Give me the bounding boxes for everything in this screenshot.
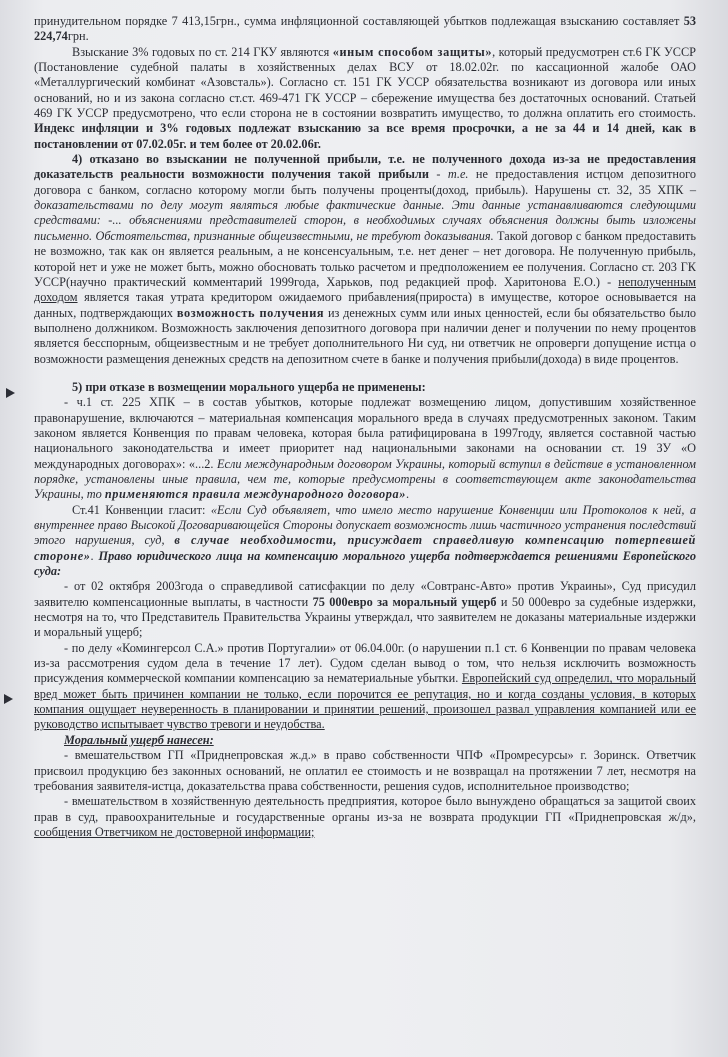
paragraph-sovtrans-avto (34, 579, 696, 640)
text-run: «Если Суд объявляет, что имело место нарушение Конвенции или Протоколов к ней, а внутреннее право Высокой Договаривающейся Стороны допускает возможность лишь частичного устранения последствий этого нарушения, суд, (34, 502, 696, 548)
paragraph-comingersoll (34, 641, 696, 733)
document-body (34, 14, 696, 840)
text-run: Если международным договором Украины, который вступил в действие в установленном порядке, установлены иные правила, чем те, которые предусмотрены в соответствующем акте законодательства Украины, то (34, 456, 696, 502)
text-run: Индекс инфляции и 3% годовых подлежат взысканию за все время просрочки, а не за 44 и 14 дней, как в постановлении от 07.02.05г. и тем более от 20.02.06г. (34, 121, 696, 151)
paragraph-2 (34, 45, 696, 152)
text-run: неполученным доходом (34, 274, 696, 305)
text-run: - по делу «Комингерсол С.А.» против Португалии» от 06.04.00г. (о нарушении п.1 ст. 6 Конвенции по правам человека из-за рассмотрения судом дела в течение 17 лет). Судом сделан вывод о том, что нельзя исключить возможность присуждения коммерческой компании компенсацию за нематериальные убытки. (34, 640, 696, 686)
heading-moral-damage (34, 380, 696, 395)
text-run: и 50 000евро за судебные издержки, несмотря на то, что Представитель Правительства Украины утверждал, что заявителем не доказаны материальные издержки и моральный ущерб; (34, 594, 697, 640)
text-run: принудительном порядке 7 413,15грн., сумма инфляционной составляющей убытков подлежащая взысканию составляет (34, 14, 684, 28)
margin-arrow-mark (6, 388, 15, 398)
text-run: Моральный ущерб нанесен: (64, 732, 214, 747)
text-run: - вмешательством ГП «Приднепровская ж.д.» в право собственности ЧПФ «Промресурсы» г. Зоринск. Ответчик присвоил продукцию без законных оснований, не оплатил ее стоимость и не возвращал на протяжении 7 лет, несмотря на требования заявителя-истца, доказательства права собственности, решения судов, исполнительное производство; (34, 748, 696, 793)
text-run: - от 02 октября 2003года о справедливой сатисфакции по делу «Совтранс-Авто» против Украины», Суд присудил заявителю компенсационные выплаты, в частности (34, 579, 696, 609)
text-run: . (406, 487, 410, 502)
text-run: не предоставления истцом депозитного договора с банком, согласно которому могли быть получены проценты(доход, прибыль). Нарушены ст. 32, 35 ХПК – (34, 167, 696, 197)
text-run: возможность получения (176, 305, 325, 320)
margin-arrow-mark (4, 694, 13, 704)
text-run: 5) при отказе в возмещении морального ущерба не применены: (72, 379, 426, 394)
text-run: , который предусмотрен ст.6 ГК УССР (Постановление судебной палаты в хозяйственных делах ВСУ от 18.02.02г. по кассационной жалобе ОАО «Металлургический комбинат «Азовсталь»). Согласно ст. 151 ГК УССР обязательства возникают из договора или иных оснований, но и из закона согласно ст.ст. 469-471 ГК УССР – сбережение имущества без достаточных оснований. Статьей 469 ГК УССР предусмотрено, что если сторона не в состоянии возвратить имущество, то должна оплатить его стоимость. (34, 44, 696, 121)
text-run: сообщения Ответчиком не достоверной информации; (34, 824, 315, 839)
text-run: применяются правила международного договора» (104, 487, 407, 502)
paragraph-1 (34, 14, 696, 45)
text-run: Такой договор с банком предоставить не возможно, так как он является реальным, а не консенсуальным, т.е. нет денег – нет договора. Не полученную прибыль, которой нет и уже не может быть, можно обосновать только расчетом и предположением ее получения. Согласно ст. 203 ГК УССР(научно практический комментарий 1999года, Харьков, под редакцией проф. Харитонова Е.О.) - (34, 228, 696, 289)
text-run: является такая утрата кредитором ожидаемого прибавления(прироста) в имуществе, которое основывается на данных, подтверждающих (34, 290, 696, 320)
text-run: грн. (67, 29, 89, 44)
text-run: «иным способом защиты» (332, 44, 493, 59)
text-run: 75 000евро за моральный ущерб (312, 594, 497, 609)
text-run: Взыскание 3% годовых по ст. 214 ГКУ являются (72, 44, 333, 59)
text-run: Ст.41 Конвенции гласит: (72, 502, 211, 517)
text-run: 53 224,74 (34, 14, 696, 44)
text-run: т.е. (447, 167, 469, 182)
paragraph-art-41 (34, 503, 696, 580)
paragraph-hpk-225 (34, 395, 696, 502)
subheading-moral-damage-caused (34, 733, 696, 748)
text-run: Европейский суд определил, что моральный вред может быть причинен компании не только, если порочится ее репутация, но и когда созданы условия, в которых компания ощущает неуверенность в планировании и принятии решений, произошел развал управления компанией или ее руководство испытывает чувство тревоги и неудобства. (34, 671, 697, 732)
text-run: Право юридического лица на компенсацию морального ущерба подтверждается решениями Европейского суда: (34, 548, 696, 579)
paragraph-interference-business (34, 794, 696, 840)
paragraph-lost-profit (34, 152, 696, 367)
text-run: . (90, 548, 99, 563)
text-run: из денежных сумм или иных ценностей, если бы обязательство было выполнено должником. Возможность заключения депозитного договора при наличии денег и получении по нему процентов является бесспорным, общеизвестным и не требует дополнительного Ни суд, ни ответчик не опроверги допущение истца о возможности размещения денежных средств на депозитном счете в банке и получения прибыли(дохода) в виде процентов. (34, 305, 696, 366)
paragraph-interference-property (34, 748, 696, 794)
text-run: - вмешательством в хозяйственную деятельность предприятия, которое было вынуждено обращаться за защитой своих прав в суд, правоохранительные и государственные органы из-за не возврата продукции ГП «Приднепровская ж/д», (34, 794, 696, 824)
text-run: 4) отказано во взыскании не полученной прибыли, т.е. не полученного дохода из-за не предоставления доказательств реальности возможности получения такой прибыли (34, 152, 696, 182)
text-run: доказательствами по делу могут являться любые фактические данные. Эти данные устанавливаются следующими средствами: -... объяснениями представителей сторон, в необходимых случаях объяснения должны быть изложены письменно. Обстоятельства, признанные общеизвестными, не требуют доказывания. (34, 198, 696, 243)
text-run: - ч.1 ст. 225 ХПК – в состав убытков, которые подлежат возмещению лицом, допустившим хозяйственное правонарушение, включаются – материальная компенсация морального вреда в случаях предусмотренных законом. Таким законом является Конвенция по правам человека, которая была ратифицирована в 1997году, является составной частью национального законодательства и имеет приоритет над национальными законами на основании ст. 19 ЗУ «О международных договорах»: «...2. (34, 395, 696, 471)
text-run: - (428, 167, 448, 182)
text-run: в случае необходимости, присуждает справедливую компенсацию потерпевшей стороне» (34, 533, 696, 563)
